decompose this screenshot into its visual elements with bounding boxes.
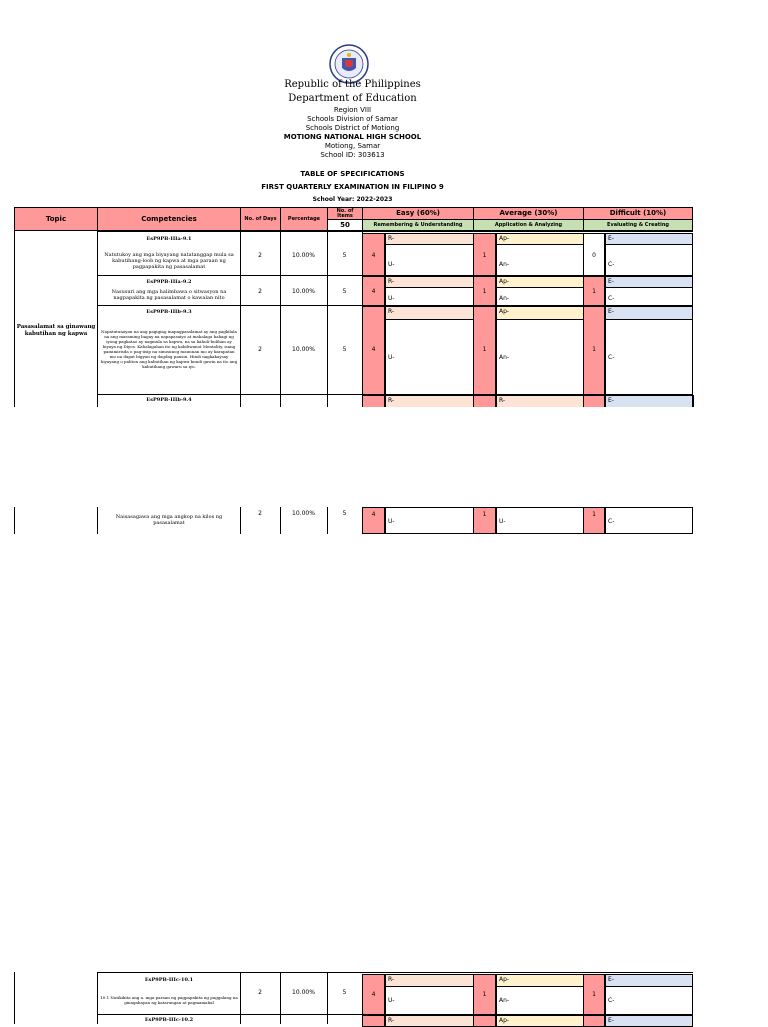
u-label: U- xyxy=(385,986,474,1015)
average-count: 1 xyxy=(473,306,496,395)
e-label: E- xyxy=(605,233,693,245)
percentage-cell: 10.00% xyxy=(292,288,315,295)
u-label: U- xyxy=(385,319,474,395)
average-count: 1 xyxy=(473,233,496,276)
r-label: R- xyxy=(385,395,474,407)
header-easy: Easy (60%) xyxy=(362,207,474,220)
average-count: 1 xyxy=(473,974,496,1015)
average-count: 1 xyxy=(473,507,496,534)
r-label: R- xyxy=(385,306,474,320)
c-label: C- xyxy=(605,244,693,276)
c-label: C- xyxy=(605,986,693,1015)
competency-text: Natutukoy ang mga biyayang natatanggap mula sa kabutihang-loob ng kapwa at mga paraan ng pagpapakita ng pasasalamat xyxy=(104,252,234,270)
difficult-count: 1 xyxy=(583,276,605,306)
division-line: Schools Division of Samar xyxy=(307,115,398,123)
ap-label: Ap- xyxy=(496,1015,584,1027)
competency-code: EsP9PB-IIIb-9.3 xyxy=(146,309,192,315)
e-label: E- xyxy=(605,306,693,320)
school-name: MOTIONG NATIONAL HIGH SCHOOL xyxy=(283,133,422,141)
school-year: School Year: 2022-2023 xyxy=(312,196,393,203)
header-difficult: Difficult (10%) xyxy=(583,207,693,220)
an-label: An- xyxy=(496,986,584,1015)
competency-text: Nasusuri ang mga halimbawa o sitwasyon na nagpapakita ng pasasalamat o kawalan nito xyxy=(111,289,227,301)
u-label: U- xyxy=(385,244,474,276)
deped-seal xyxy=(327,44,371,84)
c-label: C- xyxy=(605,287,693,306)
school-location: Motiong, Samar xyxy=(324,142,381,150)
easy-count: 4 xyxy=(362,507,385,534)
days-cell: 2 xyxy=(258,989,262,996)
doc-subtitle: FIRST QUARTERLY EXAMINATION IN FILIPINO 9 xyxy=(261,183,444,191)
ap-label: Ap- xyxy=(496,276,584,288)
items-cell: 5 xyxy=(342,989,347,996)
difficult-count: 1 xyxy=(583,306,605,395)
easy-count: 4 xyxy=(362,974,385,1015)
e-label: E- xyxy=(605,276,693,288)
header-items: No. of Items xyxy=(327,207,363,220)
republic-line: Republic of the Philippines xyxy=(284,79,421,90)
ap-label: Ap- xyxy=(496,974,584,987)
u-label: U- xyxy=(496,507,584,534)
subheader-easy: Remembering & Understanding xyxy=(362,219,474,231)
items-cell: 5 xyxy=(342,252,347,259)
percentage-cell: 10.00% xyxy=(292,510,315,517)
doc-title: TABLE OF SPECIFICATIONS xyxy=(300,170,405,178)
header-percentage: Percentage xyxy=(280,207,328,231)
difficult-count: 1 xyxy=(583,974,605,1015)
difficult-count: 0 xyxy=(583,233,605,276)
an-label: An- xyxy=(496,287,584,306)
competency-code: EsP9PB-IIIa-9.2 xyxy=(146,279,192,285)
e-label: E- xyxy=(605,1015,693,1027)
r-label: R- xyxy=(385,974,474,987)
percentage-cell: 10.00% xyxy=(292,346,315,353)
average-count: 1 xyxy=(473,276,496,306)
competency-code: EsP9PB-IIIa-9.1 xyxy=(146,236,192,242)
school-id: School ID: 303613 xyxy=(320,151,385,159)
easy-count: 4 xyxy=(362,276,385,306)
an-label: An- xyxy=(496,319,584,395)
district-line: Schools District of Motiong xyxy=(305,124,400,132)
ap-label: Ap- xyxy=(496,306,584,320)
difficult-count: 1 xyxy=(583,507,605,534)
percentage-cell: 10.00% xyxy=(292,989,315,996)
percentage-cell: 10.00% xyxy=(292,252,315,259)
e-label: E- xyxy=(605,974,693,987)
header-competencies: Competencies xyxy=(97,207,241,231)
easy-count: 4 xyxy=(362,306,385,395)
items-cell: 5 xyxy=(342,346,347,353)
days-cell: 2 xyxy=(258,346,262,353)
days-cell: 2 xyxy=(258,288,262,295)
seal-icon xyxy=(327,44,371,84)
header-topic: Topic xyxy=(14,207,98,231)
r-label: R- xyxy=(385,1015,474,1027)
subheader-difficult: Evaluating & Creating xyxy=(583,219,693,231)
ap-label: Ap- xyxy=(496,233,584,245)
r-label: R- xyxy=(385,233,474,245)
days-cell: 2 xyxy=(258,510,262,517)
total-items: 50 xyxy=(327,219,363,231)
competency-code: EsP9PB-IIIb-9.4 xyxy=(146,397,192,403)
header-days: No. of Days xyxy=(240,207,281,231)
header-average: Average (30%) xyxy=(473,207,584,220)
competency-text: 10.1 Natikikita ang a. mga paraan ng pagpapakita ng paggalang na ginagabayan ng katarungan at pagmamahal xyxy=(100,995,238,1005)
r-label: R- xyxy=(385,276,474,288)
e-label: E- xyxy=(605,395,693,407)
region-line: Region VIII xyxy=(333,106,372,114)
department-line: Department of Education xyxy=(288,93,417,104)
c-label: C- xyxy=(605,507,693,534)
competency-text: Naisasagawa ang mga angkop na kilos ng pasasalamat xyxy=(115,514,223,526)
u-label: U- xyxy=(385,507,474,534)
an-label: An- xyxy=(496,244,584,276)
easy-count: 4 xyxy=(362,233,385,276)
competency-code: EsP9PB-IIIc-10.1 xyxy=(144,977,194,983)
r-label: R- xyxy=(496,395,584,407)
items-cell: 5 xyxy=(342,288,347,295)
items-cell: 5 xyxy=(342,510,347,517)
c-label: C- xyxy=(605,319,693,395)
days-cell: 2 xyxy=(258,252,262,259)
subheader-average: Application & Analyzing xyxy=(473,219,584,231)
u-label: U- xyxy=(385,287,474,306)
competency-code: EsP9PB-IIIc-10.2 xyxy=(144,1017,194,1023)
competency-text: Napatutunayan na ang pagiging mapagpasalamat ay ang pagkilala na ang maraming bagay na napapasaiyo at mahalaga bahagi ng iyong pagkatao ay nagmula sa kapwa, na sa kahuli-hulihan ay biyaya ng Diyos. Kahalagahan ito ng kabiliwanot Mentality, isang pamimirisda o pag-iisip na sinusunog mauunan mo ay karapatan mo na dapat bigyan ng dagdag pansin. Hindi nagkakaysay biyayang o paliton ang kabutihan ng kapwa kundi gawin na ito ang kabutihang gawaru sa iyo. xyxy=(100,329,238,369)
topic-label: Pasasalamat sa ginawang kabutihan ng kapwa xyxy=(16,324,96,337)
